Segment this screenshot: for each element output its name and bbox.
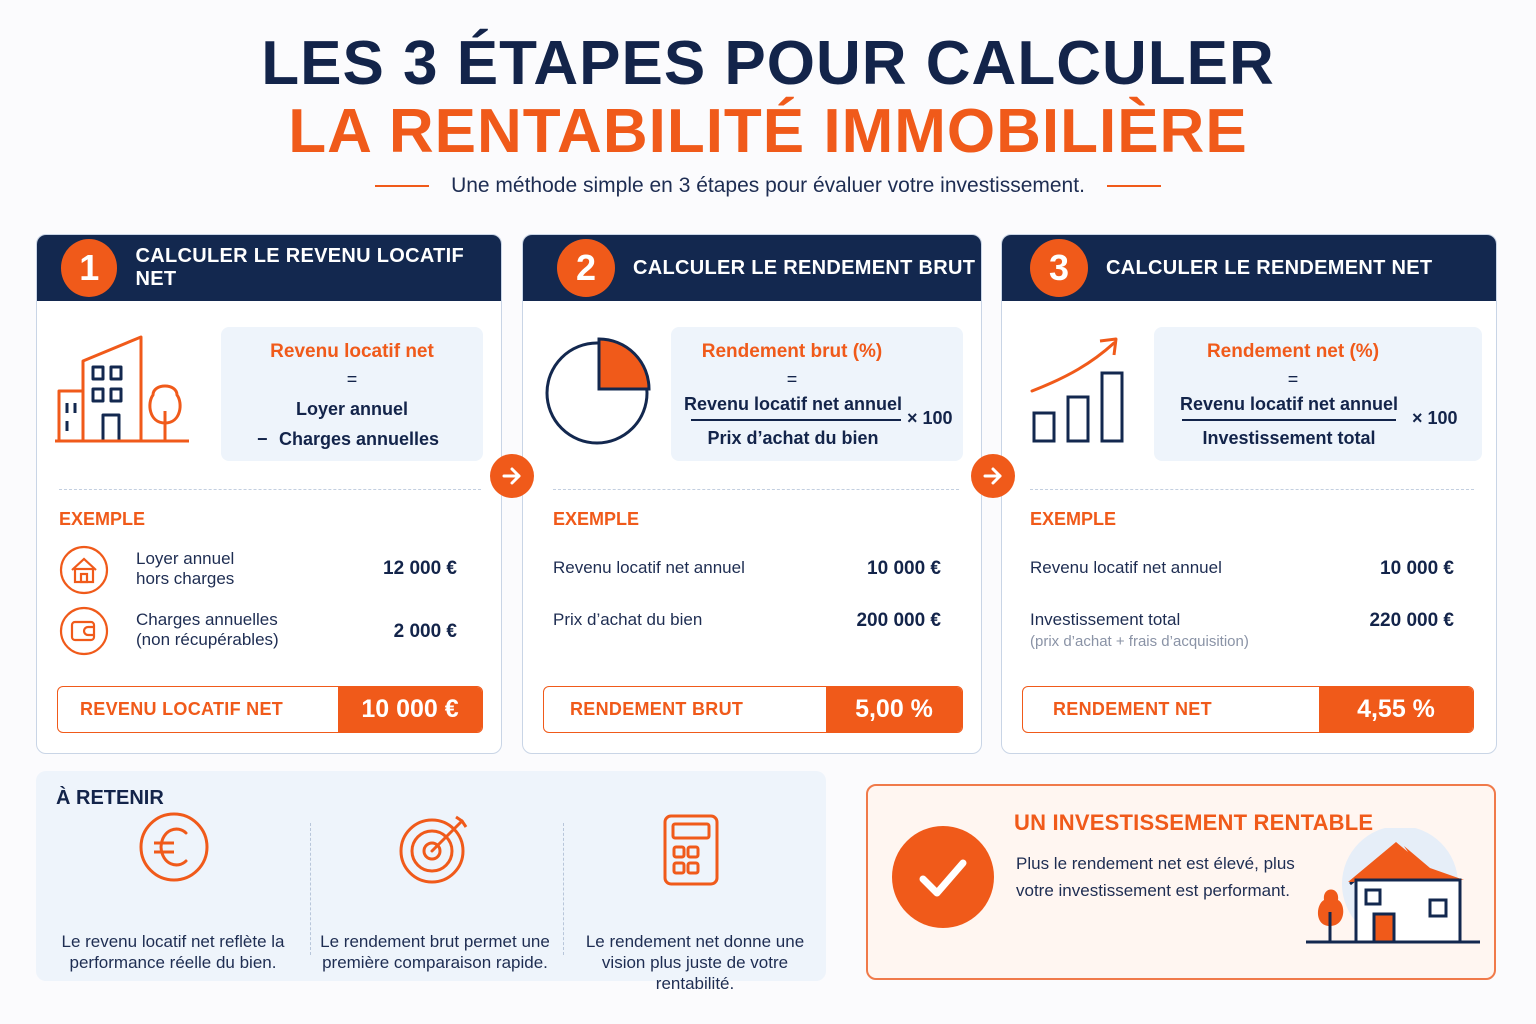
step-card-2 — [522, 234, 982, 754]
row-label-line2: (non récupérables) — [136, 630, 279, 649]
row-label-loyer — [136, 549, 234, 589]
formula-multiplier: × 100 — [1412, 408, 1458, 428]
check-icon — [892, 826, 994, 928]
row-label-line2: hors charges — [136, 569, 235, 588]
growth-chart-icon — [1028, 333, 1138, 454]
euro-icon — [138, 811, 210, 888]
subtitle-row — [0, 174, 1536, 198]
row-label-prix: Prix d’achat du bien — [553, 610, 703, 629]
example-label: EXEMPLE — [1030, 509, 1117, 529]
subtitle: Une méthode simple en 3 étapes pour évaluer votre investissement. — [451, 174, 1085, 197]
formula-multiplier: × 100 — [907, 408, 953, 428]
row-label-revenu: Revenu locatif net annuel — [1030, 558, 1222, 577]
tip-1-text: Le revenu locatif net reflète la performance réelle du bien. — [61, 932, 285, 972]
row-label-line1: Charges annuelles — [136, 610, 278, 629]
row-label-line1: Loyer annuel — [136, 549, 235, 568]
step-1-formula — [221, 327, 483, 461]
row-value-investissement: 220 000 € — [1369, 610, 1454, 631]
step-card-1 — [36, 234, 502, 754]
page-title-line2: LA RENTABILITÉ IMMOBILIÈRE — [288, 97, 1248, 166]
formula-numerator: Revenu locatif net annuel — [1179, 394, 1399, 414]
divider — [1030, 489, 1474, 490]
key-takeaways-title: À RETENIR — [56, 787, 164, 809]
subtitle-left-line — [375, 185, 429, 187]
key-takeaways-panel — [36, 771, 826, 993]
result-label: REVENU LOCATIF NET — [80, 699, 284, 719]
formula-loyer: Loyer annuel — [295, 399, 409, 419]
step-2-formula — [671, 327, 963, 461]
target-icon — [398, 811, 474, 892]
formula-equals: = — [1287, 369, 1299, 389]
calculator-icon — [661, 813, 721, 892]
divider — [59, 489, 481, 490]
result-label: RENDEMENT NET — [1053, 699, 1212, 719]
step-2-header — [523, 235, 981, 301]
divider — [553, 489, 959, 490]
formula-charges: Charges annuelles — [279, 429, 440, 449]
step-3-result — [1022, 686, 1474, 733]
row-value-revenu: 10 000 € — [867, 558, 941, 579]
step-2-number: 2 — [557, 239, 615, 297]
formula-minus: − — [257, 429, 268, 449]
row-label-revenu: Revenu locatif net annuel — [553, 558, 745, 577]
example-label: EXEMPLE — [59, 509, 146, 529]
formula-numerator: Revenu locatif net annuel — [683, 394, 903, 414]
house-icon — [59, 545, 109, 600]
step-1-number: 1 — [61, 239, 117, 297]
row-value-charges: 2 000 € — [393, 621, 457, 642]
formula-denominator: Prix d’achat du bien — [707, 428, 879, 448]
page-title-line1: LES 3 ÉTAPES POUR CALCULER — [261, 29, 1275, 98]
row-value-revenu: 10 000 € — [1380, 558, 1454, 579]
house-illustration-icon — [1304, 828, 1484, 953]
step-3-title: CALCULER LE RENDEMENT NET — [1106, 256, 1433, 279]
result-value: 10 000 € — [338, 687, 482, 732]
formula-equals: = — [786, 369, 798, 389]
building-icon — [53, 331, 193, 456]
wallet-icon — [59, 606, 109, 661]
profitable-text: Plus le rendement net est élevé, plus votre investissement est performant. — [1016, 854, 1295, 900]
example-label: EXEMPLE — [553, 509, 640, 529]
profitable-investment-panel — [866, 784, 1496, 980]
step-1-result — [57, 686, 483, 733]
step-2-result — [543, 686, 963, 733]
next-step-arrow-icon — [971, 454, 1015, 498]
row-label-investissement: Investissement total — [1030, 610, 1181, 629]
step-3-header — [1002, 235, 1496, 301]
profitable-title: UN INVESTISSEMENT RENTABLE — [1014, 810, 1374, 835]
pie-chart-icon — [543, 335, 655, 452]
tip-3-text: Le rendement net donne une vision plus juste de votre rentabilité. — [585, 932, 805, 993]
formula-title: Rendement brut (%) — [701, 341, 883, 362]
next-step-arrow-icon — [490, 454, 534, 498]
formula-title: Rendement net (%) — [1206, 341, 1380, 362]
step-2-title: CALCULER LE RENDEMENT BRUT — [633, 256, 976, 279]
step-1-title: CALCULER LE REVENU LOCATIF NET — [135, 245, 465, 290]
step-1-header — [37, 235, 501, 301]
formula-equals: = — [346, 369, 358, 389]
result-value: 5,00 % — [826, 687, 962, 732]
formula-denominator: Investissement total — [1202, 428, 1376, 448]
result-value: 4,55 % — [1319, 687, 1473, 732]
step-card-3 — [1001, 234, 1497, 754]
row-value-prix: 200 000 € — [856, 610, 941, 631]
row-value-loyer: 12 000 € — [383, 558, 457, 579]
tip-separator — [563, 823, 564, 955]
subtitle-right-line — [1107, 185, 1161, 187]
fraction-bar — [691, 419, 901, 421]
step-3-formula — [1154, 327, 1482, 461]
result-label: RENDEMENT BRUT — [570, 699, 744, 719]
row-label-charges — [136, 610, 279, 650]
row-note-investissement: (prix d’achat + frais d’acquisition) — [1030, 633, 1249, 650]
fraction-bar — [1182, 419, 1396, 421]
formula-title: Revenu locatif net — [270, 341, 434, 362]
tip-2-text: Le rendement brut permet une première comparaison rapide. — [320, 932, 550, 972]
step-3-number: 3 — [1030, 239, 1088, 297]
